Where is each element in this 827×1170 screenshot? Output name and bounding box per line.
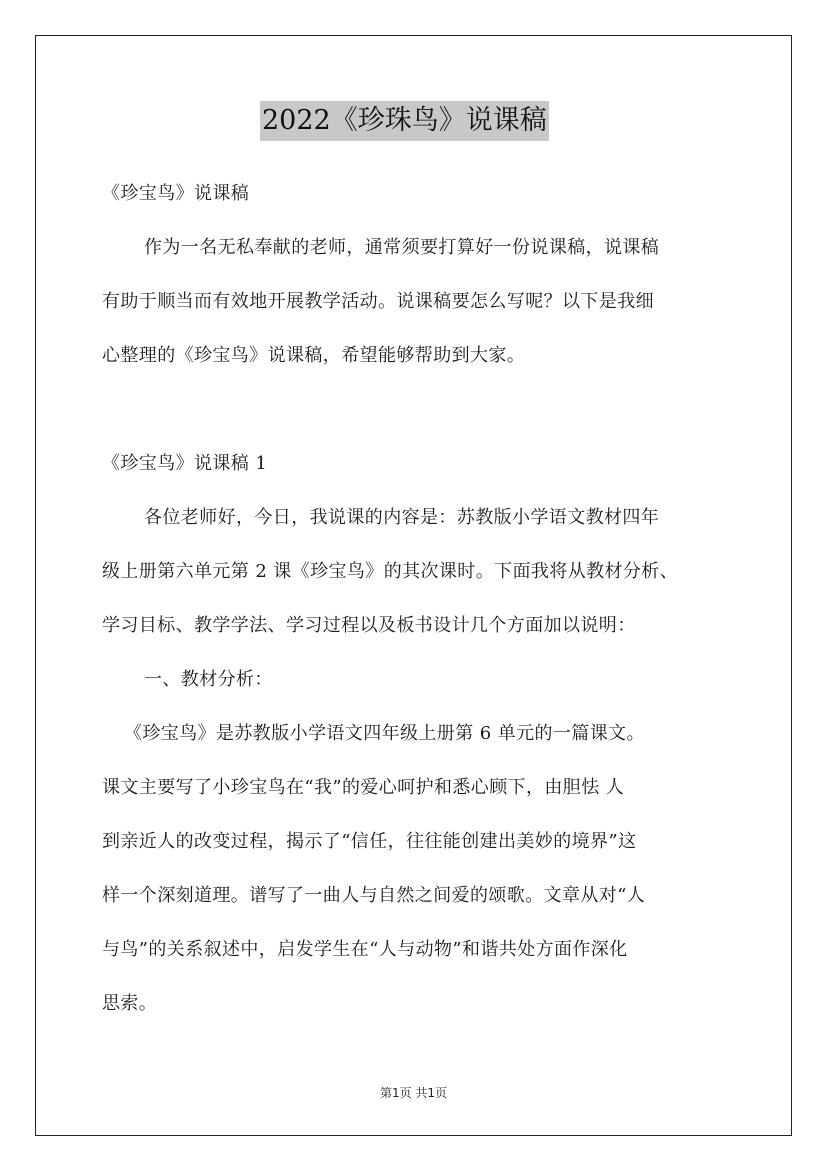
analysis-line: 到亲近人的改变过程，揭示了“信任，往往能创建出美妙的境界”这 <box>102 831 637 852</box>
analysis-line: 与鸟”的关系叙述中，启发学生在“人与动物”和谐共处方面作深化 <box>102 939 628 960</box>
page-footer: 第1页 共1页 <box>379 1086 448 1100</box>
section-line: 学习目标、教学学法、学习过程以及板书设计几个方面加以说明： <box>102 615 636 636</box>
section-heading: 《珍宝鸟》说课稿 1 <box>102 453 268 474</box>
intro-line: 作为一名无私奉献的老师，通常须要打算好一份说课稿，说课稿 <box>144 237 660 258</box>
intro-line: 有助于顺当而有效地开展教学活动。说课稿要怎么写呢？以下是我细 <box>102 291 654 312</box>
analysis-line: 课文主要写了小珍宝鸟在“我”的爱心呵护和悉心顾下，由胆怯 人 <box>102 777 625 798</box>
section-line: 级上册第六单元第 2 课《珍宝鸟》的其次课时。下面我将从教材分析、 <box>102 561 679 582</box>
analysis-line: 样一个深刻道理。谱写了一曲人与自然之间爱的颂歌。文章从对“人 <box>102 885 646 906</box>
analysis-subheading: 一、教材分析： <box>144 669 273 690</box>
section-line: 各位老师好，今日，我说课的内容是：苏教版小学语文教材四年 <box>144 507 660 528</box>
intro-heading: 《珍宝鸟》说课稿 <box>102 183 250 204</box>
analysis-line: 《珍宝鸟》是苏教版小学语文四年级上册第 6 单元的一篇课文。 <box>124 723 645 744</box>
document-title: 2022《珍珠鸟》说课稿 <box>260 101 549 141</box>
intro-line: 心整理的《珍宝鸟》说课稿，希望能够帮助到大家。 <box>102 345 526 366</box>
analysis-line: 思索。 <box>102 993 158 1014</box>
